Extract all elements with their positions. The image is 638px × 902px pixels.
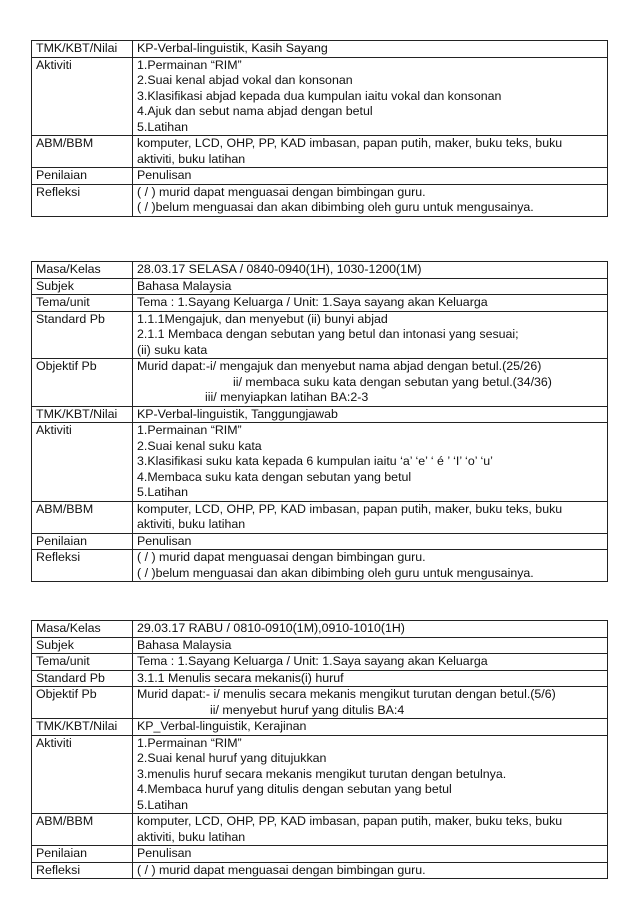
row-value-line: Penulisan	[137, 846, 192, 860]
row-label: Subjek	[32, 278, 133, 295]
row-value-line: 2.Suai kenal suku kata	[137, 438, 262, 453]
table-row	[32, 136, 608, 168]
row-label: ABM/BBM	[32, 501, 133, 533]
row-value-line: 4.Ajuk dan sebut nama abjad dengan betul	[137, 104, 373, 118]
row-value-line: Tema : 1.Sayang Keluarga / Unit: 1.Saya sayang akan Keluarga	[137, 295, 488, 309]
row-value-line: Tema : 1.Sayang Keluarga / Unit: 1.Saya sayang akan Keluarga	[137, 654, 488, 668]
row-label: Refleksi	[32, 862, 133, 879]
table-row	[32, 278, 608, 295]
table-row	[32, 41, 608, 58]
row-value-line: 5.Latihan	[137, 797, 188, 812]
row-value-line: ( / ) murid dapat menguasai dengan bimbingan guru.	[137, 550, 426, 564]
row-value-line: komputer, LCD, OHP, PP, KAD imbasan, papan putih, maker, buku teks, buku	[137, 501, 563, 516]
row-label: TMK/KBT/Nilai	[32, 719, 133, 736]
row-value-line: 29.03.17 RABU / 0810-0910(1M),0910-1010(1H)	[137, 621, 405, 635]
row-label: Masa/Kelas	[32, 262, 133, 279]
row-value-line: 1.Permainan “RIM”	[137, 57, 242, 72]
row-value-line: ii/ menyebut huruf yang ditulis BA:4	[210, 702, 405, 717]
row-value	[133, 637, 608, 654]
row-value-line: Bahasa Malaysia	[137, 278, 232, 293]
row-label: Penilaian	[32, 533, 133, 550]
row-value-line: 5.Latihan	[137, 485, 188, 499]
row-value	[133, 295, 608, 312]
row-value	[133, 501, 608, 533]
table-row	[32, 637, 608, 654]
row-value	[133, 670, 608, 687]
row-value-line: komputer, LCD, OHP, PP, KAD imbasan, papan putih, maker, buku teks, buku	[137, 136, 563, 150]
table-row	[32, 814, 608, 846]
row-value	[133, 278, 608, 295]
row-value-line: ( / )belum menguasai dan akan dibimbing oleh guru untuk mengusainya.	[137, 565, 534, 580]
row-value	[133, 654, 608, 671]
row-label: Aktiviti	[32, 57, 133, 136]
row-value-line: Murid dapat:- i/ menulis secara mekanis mengikut turutan dengan betul.(5/6)	[137, 687, 556, 701]
row-label: Subjek	[32, 637, 133, 654]
row-value-line: 1.Permainan “RIM”	[137, 735, 242, 750]
table-row	[32, 846, 608, 863]
row-value-line: 1.1.1Mengajuk, dan menyebut (ii) bunyi abjad	[137, 311, 388, 326]
row-value	[133, 735, 608, 814]
table-row	[32, 501, 608, 533]
row-value-line: Murid dapat:-i/ mengajuk dan menyebut nama abjad dengan betul.(25/26)	[137, 359, 542, 373]
row-value	[133, 57, 608, 136]
row-label: Refleksi	[32, 184, 133, 216]
table-row	[32, 423, 608, 502]
row-value-line: Penulisan	[137, 533, 192, 548]
row-value-line: aktiviti, buku latihan	[137, 151, 246, 166]
row-label: Tema/unit	[32, 295, 133, 312]
table-row	[32, 57, 608, 136]
row-value	[133, 533, 608, 550]
row-value-line: iii/ menyiapkan latihan BA:2-3	[205, 390, 369, 404]
row-value-line: 28.03.17 SELASA / 0840-0940(1H), 1030-1200(1M)	[137, 262, 422, 276]
row-value-line: Bahasa Malaysia	[137, 637, 232, 652]
row-value-line: 3.Klasifikasi abjad kepada dua kumpulan iaitu vokal dan konsonan	[137, 88, 502, 103]
row-value	[133, 550, 608, 582]
row-label: ABM/BBM	[32, 814, 133, 846]
row-value-line: ( / ) murid dapat menguasai dengan bimbingan guru.	[137, 184, 426, 199]
row-value-line: ( / )belum menguasai dan akan dibimbing oleh guru untuk mengusainya.	[137, 200, 534, 214]
table-row	[32, 670, 608, 687]
row-value	[133, 311, 608, 359]
table-row	[32, 262, 608, 279]
row-value	[133, 359, 608, 407]
row-value-line: KP_Verbal-linguistik, Kerajinan	[137, 719, 307, 733]
row-label: Masa/Kelas	[32, 621, 133, 638]
table-row	[32, 687, 608, 719]
row-value	[133, 168, 608, 185]
table-row	[32, 295, 608, 312]
row-value-line: 1.Permainan “RIM”	[137, 423, 242, 437]
lesson-table-1	[31, 40, 608, 217]
row-value-line: 5.Latihan	[137, 119, 188, 134]
table-row	[32, 654, 608, 671]
row-value-line: ii/ membaca suku kata dengan sebutan yang betul.(34/36)	[233, 374, 552, 389]
row-value-line: (ii) suku kata	[137, 342, 208, 357]
row-value	[133, 814, 608, 846]
row-value-line: Penulisan	[137, 168, 192, 182]
row-label: Refleksi	[32, 550, 133, 582]
row-value	[133, 687, 608, 719]
row-value-line: 4.Membaca suku kata dengan sebutan yang betul	[137, 469, 412, 484]
row-value-line: KP-Verbal-linguistik, Kasih Sayang	[137, 41, 328, 55]
table-row	[32, 862, 608, 879]
row-value-line: aktiviti, buku latihan	[137, 517, 246, 531]
row-value-line: KP-Verbal-linguistik, Tanggungjawab	[137, 406, 338, 421]
row-value-line: aktiviti, buku latihan	[137, 829, 246, 844]
row-value	[133, 262, 608, 279]
row-value-line: ( / ) murid dapat menguasai dengan bimbingan guru.	[137, 862, 426, 877]
row-value-line: 3.menulis huruf secara mekanis mengikut turutan dengan betulnya.	[137, 766, 507, 781]
row-label: Objektif Pb	[32, 359, 133, 407]
row-label: Penilaian	[32, 846, 133, 863]
table-row	[32, 621, 608, 638]
row-value-line: 3.1.1 Menulis secara mekanis(i) huruf	[137, 670, 344, 685]
row-label: Tema/unit	[32, 654, 133, 671]
row-value-line: komputer, LCD, OHP, PP, KAD imbasan, papan putih, maker, buku teks, buku	[137, 814, 563, 828]
row-label: ABM/BBM	[32, 136, 133, 168]
table-row	[32, 184, 608, 216]
row-value	[133, 406, 608, 423]
row-value	[133, 862, 608, 879]
row-value-line: 3.Klasifikasi suku kata kepada 6 kumpulan iaitu ‘a’ ‘e’ ‘ é ’ ‘I’ ‘o’ ‘u’	[137, 454, 493, 468]
row-value	[133, 41, 608, 58]
row-value-line: 2.1.1 Membaca dengan sebutan yang betul dan intonasi yang sesuai;	[137, 327, 519, 341]
lesson-table-3	[31, 620, 608, 879]
row-value	[133, 846, 608, 863]
table-row	[32, 168, 608, 185]
row-label: Aktiviti	[32, 735, 133, 814]
lesson-table-2	[31, 261, 608, 582]
table-row	[32, 533, 608, 550]
row-value	[133, 719, 608, 736]
row-value-line: 4.Membaca huruf yang ditulis dengan sebutan yang betul	[137, 782, 452, 796]
row-label: Standard Pb	[32, 670, 133, 687]
row-value	[133, 136, 608, 168]
row-value	[133, 184, 608, 216]
row-label: TMK/KBT/Nilai	[32, 41, 133, 58]
row-label: Penilaian	[32, 168, 133, 185]
row-value-line: 2.Suai kenal abjad vokal dan konsonan	[137, 73, 353, 87]
table-row	[32, 719, 608, 736]
row-label: Objektif Pb	[32, 687, 133, 719]
row-value-line: 2.Suai kenal huruf yang ditujukkan	[137, 751, 327, 765]
table-row	[32, 735, 608, 814]
row-label: TMK/KBT/Nilai	[32, 406, 133, 423]
table-row	[32, 311, 608, 359]
row-label: Standard Pb	[32, 311, 133, 359]
table-row	[32, 406, 608, 423]
table-row	[32, 359, 608, 407]
row-label: Aktiviti	[32, 423, 133, 502]
row-value	[133, 621, 608, 638]
row-value	[133, 423, 608, 502]
table-row	[32, 550, 608, 582]
